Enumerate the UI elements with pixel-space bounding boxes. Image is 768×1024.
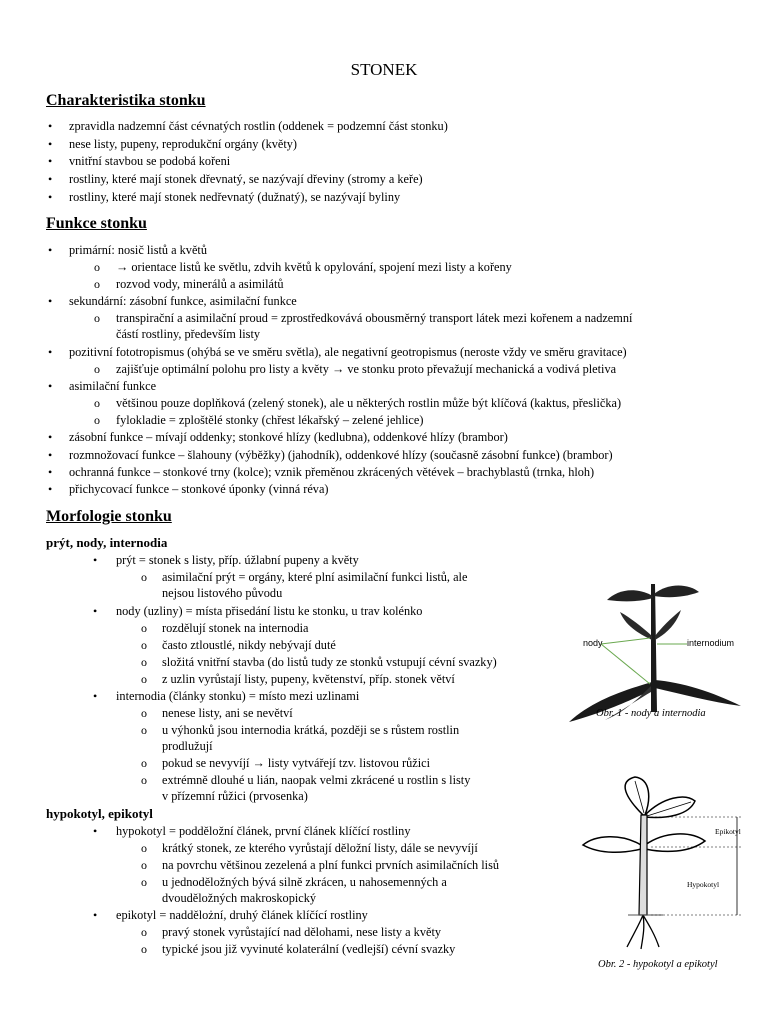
label-internodium: internodium [687, 638, 735, 648]
bullet-glyph: • [48, 190, 53, 204]
list-item-continuation: nejsou listového původu [162, 586, 283, 600]
figure-2-caption: Obr. 2 - hypokotyl a epikotyl [598, 959, 718, 970]
list-item: vnitřní stavbou se podobá kořeni [69, 154, 231, 168]
sub-bullet-glyph: o [141, 621, 147, 635]
list-item: extrémně dlouhé u lián, naopak velmi zkrácené u rostlin s listy [162, 773, 471, 787]
list-item: na povrchu většinou zezelená a plní funkci prvních asimilačních lisů [162, 858, 500, 872]
list-item: často ztloustlé, nikdy nebývají duté [162, 638, 336, 652]
bullet-glyph: • [48, 379, 53, 393]
label-epikotyl: Epikotyl [715, 827, 741, 836]
bullet-glyph: • [93, 553, 98, 567]
bullet-glyph: • [93, 908, 98, 922]
label-hypokotyl: Hypokotyl [687, 880, 720, 889]
bullet-glyph: • [48, 430, 53, 444]
bullet-glyph: • [48, 345, 53, 359]
list-item: rozvod vody, minerálů a asimilátů [116, 277, 284, 291]
list-item: ochranná funkce – stonkové trny (kolce); vznik přeměnou zkrácených větévek – brachyblastů (trnka, hloh) [69, 465, 595, 479]
list-item: u výhonků jsou internodia krátká, později se s růstem rostlin [162, 723, 460, 737]
list-item: rozdělují stonek na internodia [162, 621, 309, 635]
list-item: zajišťuje optimální polohu pro listy a květy → ve stonku proto převažují mechanická a vodivá pletiva [116, 362, 617, 376]
subheading-pryt: prýt, nody, internodia [46, 535, 168, 550]
list-item: → orientace listů ke světlu, zdvih květů k opylování, spojení mezi listy a kořeny [116, 260, 512, 274]
list-item: typické jsou již vyvinuté kolaterální (vedlejší) cévní svazky [162, 942, 456, 956]
list-item: pravý stonek vyrůstající nad dělohami, nese listy a květy [162, 925, 442, 939]
sub-bullet-glyph: o [94, 413, 100, 427]
sub-bullet-glyph: o [141, 841, 147, 855]
list-item: z uzlin vyrůstají listy, pupeny, květenství, příp. stonek větví [162, 672, 455, 686]
list-item: rostliny, které mají stonek dřevnatý, se nazývají dřeviny (stromy a keře) [69, 172, 423, 186]
list-item: asimilační prýt = orgány, které plní asimilační funkci listů, ale [162, 570, 468, 584]
list-item: nese listy, pupeny, reprodukční orgány (květy) [69, 137, 298, 151]
bullet-glyph: • [48, 243, 53, 257]
list-item: u jednoděložných bývá silně zkrácen, u nahosemenných a [162, 875, 447, 889]
sub-bullet-glyph: o [141, 672, 147, 686]
sub-bullet-glyph: o [94, 396, 100, 410]
subheading-hypokotyl: hypokotyl, epikotyl [46, 806, 153, 821]
bullet-glyph: • [48, 448, 53, 462]
list-item: epikotyl = naddělożní, druhý článek klíčící rostliny [116, 908, 368, 922]
bullet-glyph: • [93, 604, 98, 618]
figure-1-caption: Obr. 1 - nody a internodia [596, 708, 706, 719]
list-item: zpravidla nadzemní část cévnatých rostlin (oddenek = podzemní část stonku) [69, 119, 448, 133]
heading-charakteristika: Charakteristika stonku [46, 92, 206, 109]
bullet-glyph: • [48, 465, 53, 479]
list-item: rostliny, které mají stonek nedřevnatý (dužnatý), se nazývají byliny [69, 190, 401, 204]
sub-bullet-glyph: o [141, 570, 147, 584]
bullet-glyph: • [48, 172, 53, 186]
sub-bullet-glyph: o [141, 706, 147, 720]
bullet-glyph: • [48, 294, 53, 308]
list-item: přichycovací funkce – stonkové úponky (vinná réva) [69, 482, 329, 496]
list-item: internodia (články stonku) = místo mezi uzlinami [116, 689, 360, 703]
sub-bullet-glyph: o [141, 875, 147, 889]
sub-bullet-glyph: o [141, 723, 147, 737]
seedling-illustration [573, 775, 753, 950]
list-item: transpirační a asimilační proud = zprostředkovává obousměrný transport látek mezi kořenem a nadzemní [116, 311, 633, 325]
bullet-glyph: • [48, 482, 53, 496]
sub-bullet-glyph: o [94, 277, 100, 291]
list-item: nenese listy, ani se nevětví [162, 706, 293, 720]
bullet-glyph: • [48, 119, 53, 133]
list-item: hypokotyl = podděložní článek, první článek klíčící rostliny [116, 824, 411, 838]
list-item: většinou pouze doplňková (zelený stonek), ale u některých rostlin může být klíčová (kaktus, přeslička) [116, 396, 622, 410]
sub-bullet-glyph: o [141, 756, 147, 770]
list-item: sekundární: zásobní funkce, asimilační funkce [69, 294, 297, 308]
list-item-continuation: prodlužují [162, 739, 213, 753]
page-title: STONEK [350, 60, 418, 79]
list-item-continuation: dvouděložných makroskopický [162, 891, 317, 905]
list-item: pokud se nevyvíjí → listy vytvářejí tzv. listovou růžici [162, 756, 430, 770]
list-item-continuation: částí rostliny, především listy [116, 327, 261, 341]
list-item: primární: nosič listů a květů [69, 243, 207, 257]
label-nody: nody [583, 638, 603, 648]
heading-funkce: Funkce stonku [46, 215, 147, 232]
sub-bullet-glyph: o [141, 925, 147, 939]
list-item: krátký stonek, ze kterého vyrůstají děložní listy, dále se nevyvíjí [162, 841, 478, 855]
sub-bullet-glyph: o [141, 655, 147, 669]
list-item: rozmnožovací funkce – šlahouny (výběžky) (jahodník), oddenkové hlízy (současně zásobní funkce) (brambor) [69, 448, 613, 462]
bullet-glyph: • [48, 137, 53, 151]
stem-node-illustration [565, 582, 745, 722]
figure-nody-internodia [565, 582, 745, 722]
sub-bullet-glyph: o [94, 260, 100, 274]
list-item: prýt = stonek s listy, příp. úžlabní pupeny a květy [116, 553, 359, 567]
heading-morfologie: Morfologie stonku [46, 508, 172, 525]
list-item: pozitivní fototropismus (ohýbá se ve směru světla), ale negativní geotropismus (neroste vždy ve směru gravitace) [69, 345, 627, 359]
list-item-continuation: v přízemní růžici (prvosenka) [162, 789, 308, 803]
sub-bullet-glyph: o [94, 311, 100, 325]
figure-hypokotyl-epikotyl [573, 775, 753, 950]
sub-bullet-glyph: o [141, 638, 147, 652]
bullet-glyph: • [48, 154, 53, 168]
sub-bullet-glyph: o [141, 942, 147, 956]
bullet-glyph: • [93, 689, 98, 703]
sub-bullet-glyph: o [94, 362, 100, 376]
list-item: fylokladie = zploštělé stonky (chřest lékařský – zelené jehlice) [116, 413, 424, 427]
sub-bullet-glyph: o [141, 858, 147, 872]
list-item: nody (uzliny) = místa přisedání listu ke stonku, u trav kolénko [116, 604, 423, 618]
list-item: složitá vnitřní stavba (do listů tudy ze stonků vstupují cévní svazky) [162, 655, 497, 669]
list-item: zásobní funkce – mívají oddenky; stonkové hlízy (kedlubna), oddenkové hlízy (brambor) [69, 430, 508, 444]
sub-bullet-glyph: o [141, 773, 147, 787]
list-item: asimilační funkce [69, 379, 157, 393]
bullet-glyph: • [93, 824, 98, 838]
